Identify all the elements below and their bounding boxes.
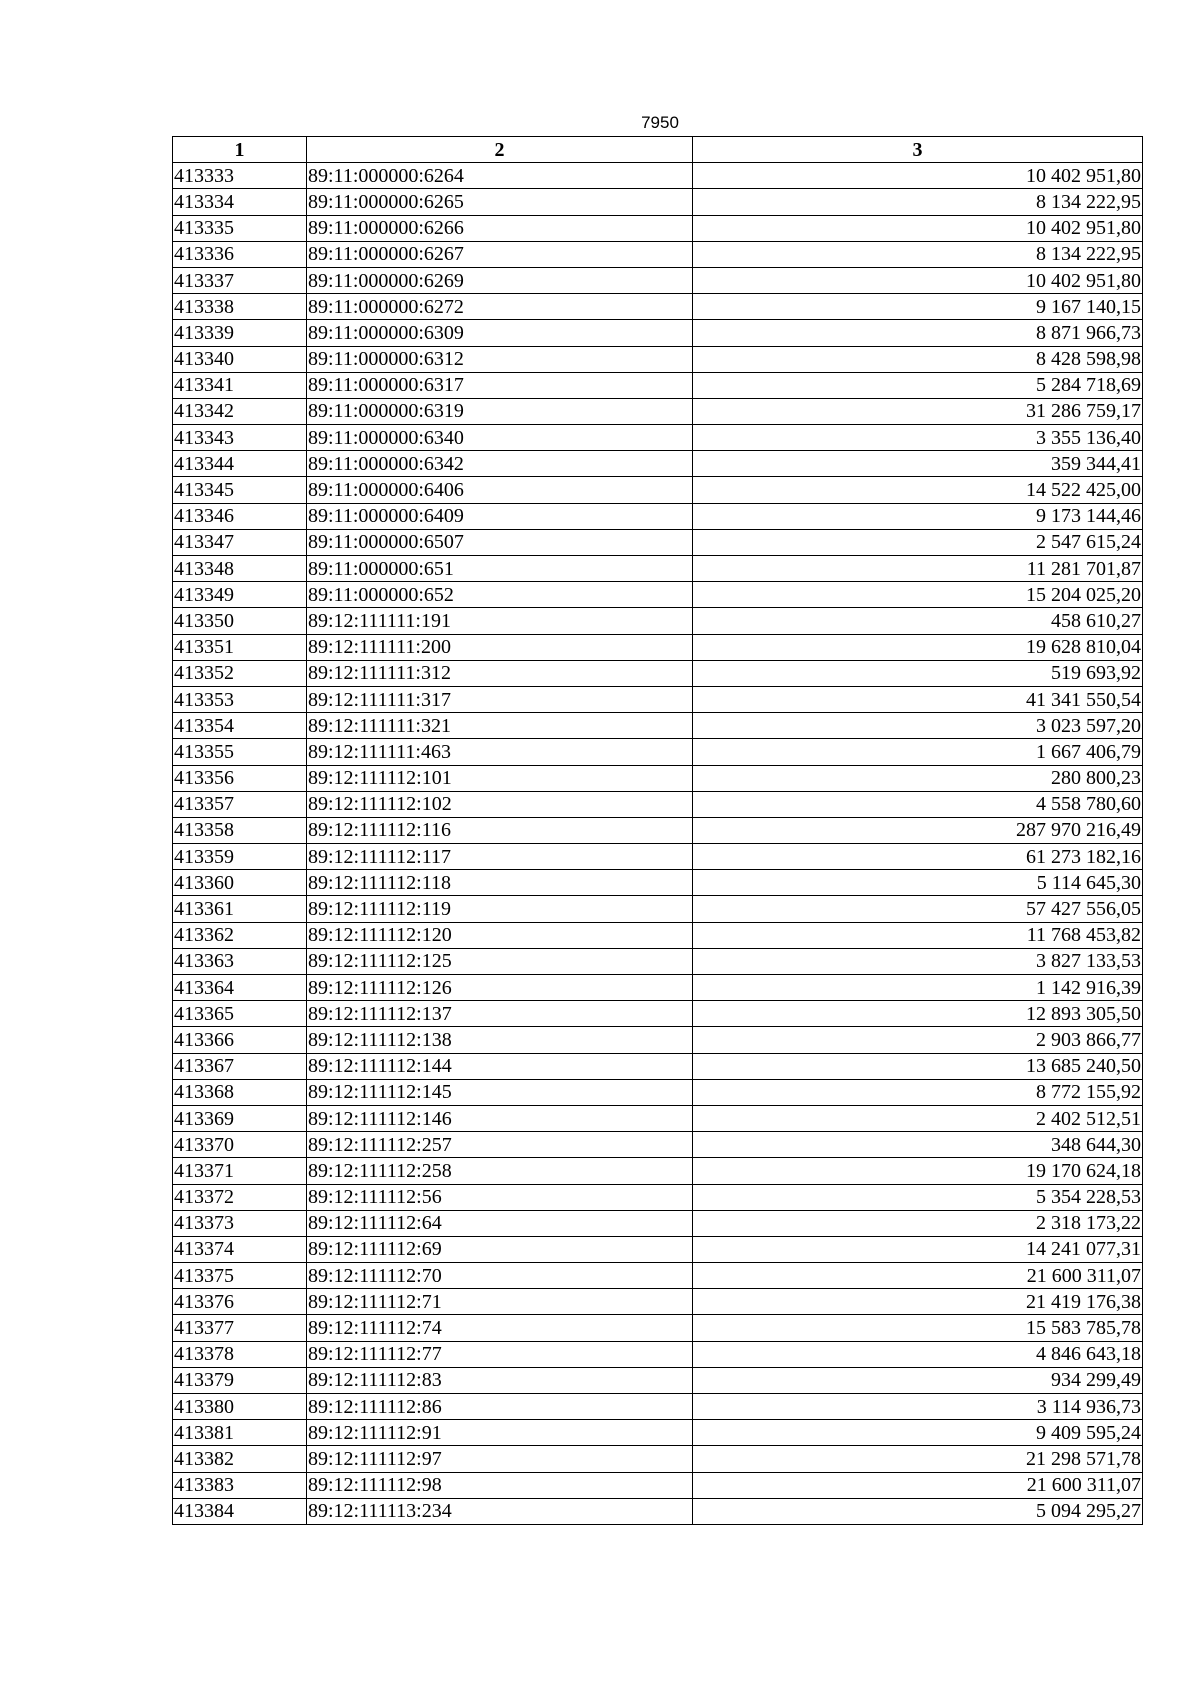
cadastral-number-cell: 89:11:000000:6406 — [307, 477, 693, 503]
value-cell: 9 173 144,46 — [693, 503, 1143, 529]
value-cell: 287 970 216,49 — [693, 817, 1143, 843]
row-number-cell: 413354 — [173, 713, 307, 739]
cadastral-number-cell: 89:12:111112:257 — [307, 1132, 693, 1158]
row-number-cell: 413360 — [173, 870, 307, 896]
row-number-cell: 413363 — [173, 948, 307, 974]
column-header-1: 1 — [173, 137, 307, 163]
table-row — [173, 948, 1143, 974]
column-header-2: 2 — [307, 137, 693, 163]
table-row — [173, 713, 1143, 739]
cadastral-number-cell: 89:12:111112:98 — [307, 1472, 693, 1498]
row-number-cell: 413367 — [173, 1053, 307, 1079]
value-cell: 458 610,27 — [693, 608, 1143, 634]
table-row — [173, 1184, 1143, 1210]
cadastral-number-cell: 89:12:111111:200 — [307, 634, 693, 660]
cadastral-number-cell: 89:12:111112:77 — [307, 1341, 693, 1367]
table-row — [173, 817, 1143, 843]
row-number-cell: 413353 — [173, 686, 307, 712]
cadastral-number-cell: 89:12:111112:102 — [307, 791, 693, 817]
row-number-cell: 413383 — [173, 1472, 307, 1498]
table-row — [173, 634, 1143, 660]
table-row — [173, 189, 1143, 215]
table-row — [173, 1263, 1143, 1289]
row-number-cell: 413341 — [173, 372, 307, 398]
row-number-cell: 413381 — [173, 1420, 307, 1446]
page-number: 7950 — [641, 113, 679, 132]
value-cell: 280 800,23 — [693, 765, 1143, 791]
cadastral-number-cell: 89:11:000000:652 — [307, 582, 693, 608]
value-cell: 5 114 645,30 — [693, 870, 1143, 896]
cadastral-number-cell: 89:11:000000:6267 — [307, 241, 693, 267]
row-number-cell: 413357 — [173, 791, 307, 817]
value-cell: 5 094 295,27 — [693, 1498, 1143, 1524]
table-row — [173, 1289, 1143, 1315]
cadastral-number-cell: 89:12:111112:101 — [307, 765, 693, 791]
value-cell: 9 167 140,15 — [693, 294, 1143, 320]
row-number-cell: 413334 — [173, 189, 307, 215]
table-row — [173, 608, 1143, 634]
row-number-cell: 413346 — [173, 503, 307, 529]
row-number-cell: 413364 — [173, 975, 307, 1001]
row-number-cell: 413352 — [173, 660, 307, 686]
row-number-cell: 413355 — [173, 739, 307, 765]
row-number-cell: 413335 — [173, 215, 307, 241]
row-number-cell: 413384 — [173, 1498, 307, 1524]
table-row — [173, 1236, 1143, 1262]
value-cell: 10 402 951,80 — [693, 163, 1143, 189]
cadastral-number-cell: 89:12:111112:118 — [307, 870, 693, 896]
table-row — [173, 215, 1143, 241]
row-number-cell: 413370 — [173, 1132, 307, 1158]
cadastral-number-cell: 89:11:000000:651 — [307, 556, 693, 582]
value-cell: 3 114 936,73 — [693, 1394, 1143, 1420]
table-row — [173, 844, 1143, 870]
value-cell: 4 558 780,60 — [693, 791, 1143, 817]
table-row — [173, 1105, 1143, 1131]
table-row — [173, 1472, 1143, 1498]
row-number-cell: 413374 — [173, 1236, 307, 1262]
table-row — [173, 372, 1143, 398]
cadastral-number-cell: 89:12:111112:91 — [307, 1420, 693, 1446]
value-cell: 4 846 643,18 — [693, 1341, 1143, 1367]
value-cell: 8 134 222,95 — [693, 241, 1143, 267]
row-number-cell: 413347 — [173, 529, 307, 555]
table-row — [173, 1420, 1143, 1446]
value-cell: 19 170 624,18 — [693, 1158, 1143, 1184]
value-cell: 41 341 550,54 — [693, 686, 1143, 712]
cadastral-number-cell: 89:12:111112:70 — [307, 1263, 693, 1289]
table-row — [173, 1158, 1143, 1184]
cadastral-number-cell: 89:12:111111:317 — [307, 686, 693, 712]
value-cell: 21 298 571,78 — [693, 1446, 1143, 1472]
cadastral-number-cell: 89:12:111112:137 — [307, 1001, 693, 1027]
cadastral-number-cell: 89:11:000000:6319 — [307, 398, 693, 424]
table-row — [173, 451, 1143, 477]
value-cell: 13 685 240,50 — [693, 1053, 1143, 1079]
cadastral-number-cell: 89:12:111111:463 — [307, 739, 693, 765]
value-cell: 57 427 556,05 — [693, 896, 1143, 922]
row-number-cell: 413380 — [173, 1394, 307, 1420]
row-number-cell: 413369 — [173, 1105, 307, 1131]
table-row — [173, 1341, 1143, 1367]
table-row — [173, 1498, 1143, 1524]
table-row — [173, 1027, 1143, 1053]
cadastral-number-cell: 89:12:111112:86 — [307, 1394, 693, 1420]
value-cell: 2 318 173,22 — [693, 1210, 1143, 1236]
value-cell: 2 402 512,51 — [693, 1105, 1143, 1131]
cadastral-number-cell: 89:12:111111:321 — [307, 713, 693, 739]
table-row — [173, 1315, 1143, 1341]
row-number-cell: 413342 — [173, 398, 307, 424]
row-number-cell: 413350 — [173, 608, 307, 634]
value-cell: 12 893 305,50 — [693, 1001, 1143, 1027]
table-row — [173, 320, 1143, 346]
cadastral-number-cell: 89:12:111112:258 — [307, 1158, 693, 1184]
cadastral-number-cell: 89:12:111112:126 — [307, 975, 693, 1001]
table-row — [173, 922, 1143, 948]
row-number-cell: 413349 — [173, 582, 307, 608]
row-number-cell: 413361 — [173, 896, 307, 922]
row-number-cell: 413337 — [173, 267, 307, 293]
cadastral-number-cell: 89:12:111112:144 — [307, 1053, 693, 1079]
cadastral-number-cell: 89:12:111112:71 — [307, 1289, 693, 1315]
value-cell: 1 667 406,79 — [693, 739, 1143, 765]
table-row — [173, 267, 1143, 293]
value-cell: 14 241 077,31 — [693, 1236, 1143, 1262]
cadastral-number-cell: 89:12:111113:234 — [307, 1498, 693, 1524]
row-number-cell: 413368 — [173, 1079, 307, 1105]
row-number-cell: 413373 — [173, 1210, 307, 1236]
value-cell: 934 299,49 — [693, 1367, 1143, 1393]
value-cell: 14 522 425,00 — [693, 477, 1143, 503]
table-row — [173, 896, 1143, 922]
value-cell: 21 419 176,38 — [693, 1289, 1143, 1315]
table-row — [173, 1394, 1143, 1420]
table-row — [173, 346, 1143, 372]
row-number-cell: 413340 — [173, 346, 307, 372]
value-cell: 15 583 785,78 — [693, 1315, 1143, 1341]
table-row — [173, 686, 1143, 712]
table-row — [173, 870, 1143, 896]
table-row — [173, 425, 1143, 451]
table-row — [173, 582, 1143, 608]
cadastral-number-cell: 89:12:111112:145 — [307, 1079, 693, 1105]
table-row — [173, 660, 1143, 686]
row-number-cell: 413339 — [173, 320, 307, 346]
value-cell: 15 204 025,20 — [693, 582, 1143, 608]
row-number-cell: 413359 — [173, 844, 307, 870]
cadastral-number-cell: 89:12:111112:117 — [307, 844, 693, 870]
cadastral-number-cell: 89:12:111112:120 — [307, 922, 693, 948]
table-row — [173, 791, 1143, 817]
row-number-cell: 413366 — [173, 1027, 307, 1053]
value-cell: 348 644,30 — [693, 1132, 1143, 1158]
cadastral-number-cell: 89:12:111112:74 — [307, 1315, 693, 1341]
row-number-cell: 413378 — [173, 1341, 307, 1367]
value-cell: 19 628 810,04 — [693, 634, 1143, 660]
table-row — [173, 163, 1143, 189]
value-cell: 21 600 311,07 — [693, 1472, 1143, 1498]
table-row — [173, 1132, 1143, 1158]
row-number-cell: 413376 — [173, 1289, 307, 1315]
value-cell: 8 772 155,92 — [693, 1079, 1143, 1105]
cadastral-number-cell: 89:11:000000:6265 — [307, 189, 693, 215]
cadastral-number-cell: 89:12:111112:64 — [307, 1210, 693, 1236]
table-row — [173, 1053, 1143, 1079]
cadastral-number-cell: 89:12:111111:191 — [307, 608, 693, 634]
row-number-cell: 413348 — [173, 556, 307, 582]
row-number-cell: 413356 — [173, 765, 307, 791]
table-row — [173, 1367, 1143, 1393]
value-cell: 10 402 951,80 — [693, 215, 1143, 241]
table-row — [173, 1001, 1143, 1027]
table-row — [173, 1210, 1143, 1236]
cadastral-number-cell: 89:11:000000:6409 — [307, 503, 693, 529]
value-cell: 11 768 453,82 — [693, 922, 1143, 948]
row-number-cell: 413333 — [173, 163, 307, 189]
cadastral-number-cell: 89:12:111112:138 — [307, 1027, 693, 1053]
value-cell: 3 827 133,53 — [693, 948, 1143, 974]
cadastral-number-cell: 89:11:000000:6266 — [307, 215, 693, 241]
cadastral-number-cell: 89:11:000000:6317 — [307, 372, 693, 398]
value-cell: 519 693,92 — [693, 660, 1143, 686]
value-cell: 11 281 701,87 — [693, 556, 1143, 582]
value-cell: 8 428 598,98 — [693, 346, 1143, 372]
table-row — [173, 477, 1143, 503]
row-number-cell: 413338 — [173, 294, 307, 320]
value-cell: 8 134 222,95 — [693, 189, 1143, 215]
table-body — [173, 163, 1143, 1525]
cadastral-number-cell: 89:11:000000:6269 — [307, 267, 693, 293]
value-cell: 31 286 759,17 — [693, 398, 1143, 424]
cadastral-number-cell: 89:11:000000:6312 — [307, 346, 693, 372]
cadastral-number-cell: 89:12:111112:97 — [307, 1446, 693, 1472]
value-cell: 5 284 718,69 — [693, 372, 1143, 398]
row-number-cell: 413336 — [173, 241, 307, 267]
value-cell: 2 903 866,77 — [693, 1027, 1143, 1053]
cadastral-number-cell: 89:12:111112:119 — [307, 896, 693, 922]
table-row — [173, 556, 1143, 582]
value-cell: 3 023 597,20 — [693, 713, 1143, 739]
cadastral-number-cell: 89:12:111112:56 — [307, 1184, 693, 1210]
cadastral-number-cell: 89:11:000000:6272 — [307, 294, 693, 320]
value-cell: 9 409 595,24 — [693, 1420, 1143, 1446]
cadastral-value-table — [172, 136, 1143, 1525]
row-number-cell: 413371 — [173, 1158, 307, 1184]
row-number-cell: 413375 — [173, 1263, 307, 1289]
value-cell: 61 273 182,16 — [693, 844, 1143, 870]
value-cell: 10 402 951,80 — [693, 267, 1143, 293]
value-cell: 5 354 228,53 — [693, 1184, 1143, 1210]
row-number-cell: 413344 — [173, 451, 307, 477]
row-number-cell: 413345 — [173, 477, 307, 503]
cadastral-number-cell: 89:11:000000:6507 — [307, 529, 693, 555]
table-row — [173, 398, 1143, 424]
cadastral-number-cell: 89:12:111112:146 — [307, 1105, 693, 1131]
cadastral-number-cell: 89:12:111112:125 — [307, 948, 693, 974]
row-number-cell: 413377 — [173, 1315, 307, 1341]
table-row — [173, 1446, 1143, 1472]
row-number-cell: 413343 — [173, 425, 307, 451]
table-row — [173, 765, 1143, 791]
row-number-cell: 413379 — [173, 1367, 307, 1393]
row-number-cell: 413358 — [173, 817, 307, 843]
cadastral-number-cell: 89:12:111112:116 — [307, 817, 693, 843]
table-row — [173, 739, 1143, 765]
table-row — [173, 503, 1143, 529]
table-row — [173, 975, 1143, 1001]
table-row — [173, 1079, 1143, 1105]
cadastral-number-cell: 89:11:000000:6309 — [307, 320, 693, 346]
row-number-cell: 413351 — [173, 634, 307, 660]
value-cell: 21 600 311,07 — [693, 1263, 1143, 1289]
cadastral-number-cell: 89:12:111112:69 — [307, 1236, 693, 1262]
row-number-cell: 413365 — [173, 1001, 307, 1027]
cadastral-number-cell: 89:12:111112:83 — [307, 1367, 693, 1393]
header-row — [173, 137, 1143, 163]
row-number-cell: 413372 — [173, 1184, 307, 1210]
value-cell: 2 547 615,24 — [693, 529, 1143, 555]
value-cell: 1 142 916,39 — [693, 975, 1143, 1001]
cadastral-number-cell: 89:11:000000:6342 — [307, 451, 693, 477]
row-number-cell: 413382 — [173, 1446, 307, 1472]
cadastral-number-cell: 89:12:111111:312 — [307, 660, 693, 686]
cadastral-number-cell: 89:11:000000:6340 — [307, 425, 693, 451]
value-cell: 3 355 136,40 — [693, 425, 1143, 451]
table-row — [173, 529, 1143, 555]
table-row — [173, 294, 1143, 320]
row-number-cell: 413362 — [173, 922, 307, 948]
table-row — [173, 241, 1143, 267]
column-header-3: 3 — [693, 137, 1143, 163]
value-cell: 359 344,41 — [693, 451, 1143, 477]
cadastral-number-cell: 89:11:000000:6264 — [307, 163, 693, 189]
value-cell: 8 871 966,73 — [693, 320, 1143, 346]
